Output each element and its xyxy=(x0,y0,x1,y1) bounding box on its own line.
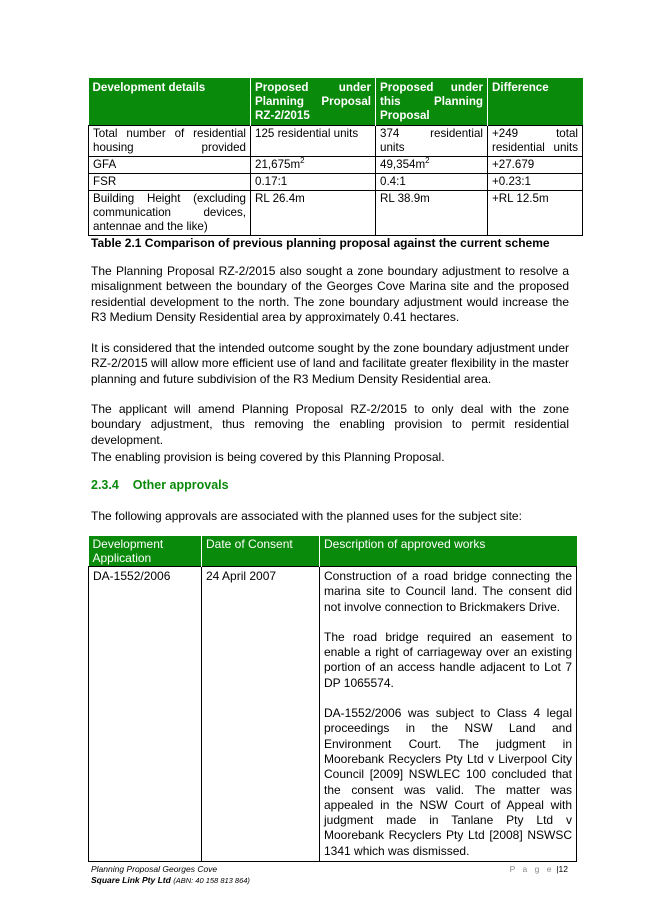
section-number: 2.3.4 xyxy=(91,478,119,492)
footer-document-title: Planning Proposal Georges Cove xyxy=(91,864,218,874)
table-caption: Table 2.1 Comparison of previous planning proposal against the current scheme xyxy=(91,236,550,250)
table-cell: 374 residential units xyxy=(376,126,488,157)
table-row xyxy=(89,567,577,862)
gfa-previous: 21,675m xyxy=(255,158,301,171)
paragraph: The enabling provision is being covered by this Planning Proposal. xyxy=(91,450,445,464)
table-cell xyxy=(251,157,376,174)
approvals-table xyxy=(88,536,577,862)
table-row xyxy=(89,191,583,236)
comparison-table-header xyxy=(89,78,583,126)
table-cell: +0.23:1 xyxy=(488,174,583,191)
description-cell xyxy=(320,567,577,862)
table-cell: +249 total residential units xyxy=(488,126,583,157)
superscript: 2 xyxy=(425,156,430,166)
footer-abn: (ABN: 40 158 813 864) xyxy=(173,876,250,885)
description-paragraph: DA-1552/2006 was subject to Class 4 legal proceedings in the NSW Land and Environment Court. The judgment in Moorebank Recyclers Pty Ltd v Liverpool City Council [2009] NSWLEC 100 concluded that the consent was valid. The matter was appealed in the NSW Court of Appeal with judgment made in Tanlane Pty Ltd v Moorebank Recyclers Pty Ltd [2008] NSWSC 1341 which was dismissed. xyxy=(324,706,572,858)
approvals-table-header xyxy=(89,536,577,567)
table-cell: Building Height (excluding communication devices, antennae and the like) xyxy=(89,191,251,236)
intro-paragraph: The following approvals are associated with the planned uses for the subject site: xyxy=(91,509,522,523)
table-cell: FSR xyxy=(89,174,251,191)
footer-divider xyxy=(88,861,576,862)
footer-company-line xyxy=(91,875,250,886)
header-date-of-consent: Date of Consent xyxy=(202,536,320,567)
table-cell: +RL 12.5m xyxy=(488,191,583,236)
description-paragraph: The road bridge required an easement to enable a right of carriageway over an existing portion of an access handle adjacent to Lot 7 DP 1065574. xyxy=(324,629,572,690)
header-difference: Difference xyxy=(488,78,583,126)
table-cell: RL 38.9m xyxy=(376,191,488,236)
consent-date: 24 April 2007 xyxy=(202,567,320,862)
page-separator: | xyxy=(556,864,559,874)
section-title: Other approvals xyxy=(132,478,229,492)
header-development-details: Development details xyxy=(89,78,251,126)
page-label: P a g e xyxy=(509,864,554,874)
header-proposed-this: Proposed under this Planning Proposal xyxy=(376,78,488,126)
paragraph: It is considered that the intended outcome sought by the zone boundary adjustment under RZ-2/2015 will allow more efficient use of land and facilitate greater flexibility in the master planning and future subdivision of the R3 Medium Density Residential area. xyxy=(91,341,570,386)
table-cell: 0.17:1 xyxy=(251,174,376,191)
table-cell: 0.4:1 xyxy=(376,174,488,191)
table-row xyxy=(89,157,583,174)
table-cell: Total number of residential housing provided xyxy=(89,126,251,157)
description-paragraph: Construction of a road bridge connecting the marina site to Council land. The consent did not involve connection to Brickmakers Drive. xyxy=(324,569,572,614)
page-indicator xyxy=(510,864,568,875)
page-number: 12 xyxy=(558,864,568,874)
table-row xyxy=(89,174,583,191)
superscript: 2 xyxy=(300,156,305,166)
paragraph: The applicant will amend Planning Proposal RZ-2/2015 to only deal with the zone boundary adjustment, thus removing the enabling provision to permit residential development. xyxy=(91,402,569,447)
section-heading xyxy=(91,478,229,492)
header-proposed-rz: Proposed under Planning Proposal RZ-2/2015 xyxy=(251,78,376,126)
table-cell xyxy=(376,157,488,174)
table-cell: 125 residential units xyxy=(251,126,376,157)
footer-info xyxy=(91,864,250,886)
paragraph: The Planning Proposal RZ-2/2015 also sought a zone boundary adjustment to resolve a misalignment between the boundary of the Georges Cove Marina site and the proposed residential development to the north. The zone boundary adjustment would increase the R3 Medium Density Residential area by approximately 0.41 hectares. xyxy=(91,264,569,324)
table-cell: RL 26.4m xyxy=(251,191,376,236)
table-cell: +27.679 xyxy=(488,157,583,174)
application-number: DA-1552/2006 xyxy=(89,567,202,862)
gfa-current: 49,354m xyxy=(380,158,426,171)
table-cell: GFA xyxy=(89,157,251,174)
header-description: Description of approved works xyxy=(320,536,577,567)
header-development-application: Development Application xyxy=(89,536,202,567)
footer-company: Square Link Pty Ltd xyxy=(91,875,171,885)
comparison-table xyxy=(88,78,583,236)
table-row xyxy=(89,126,583,157)
